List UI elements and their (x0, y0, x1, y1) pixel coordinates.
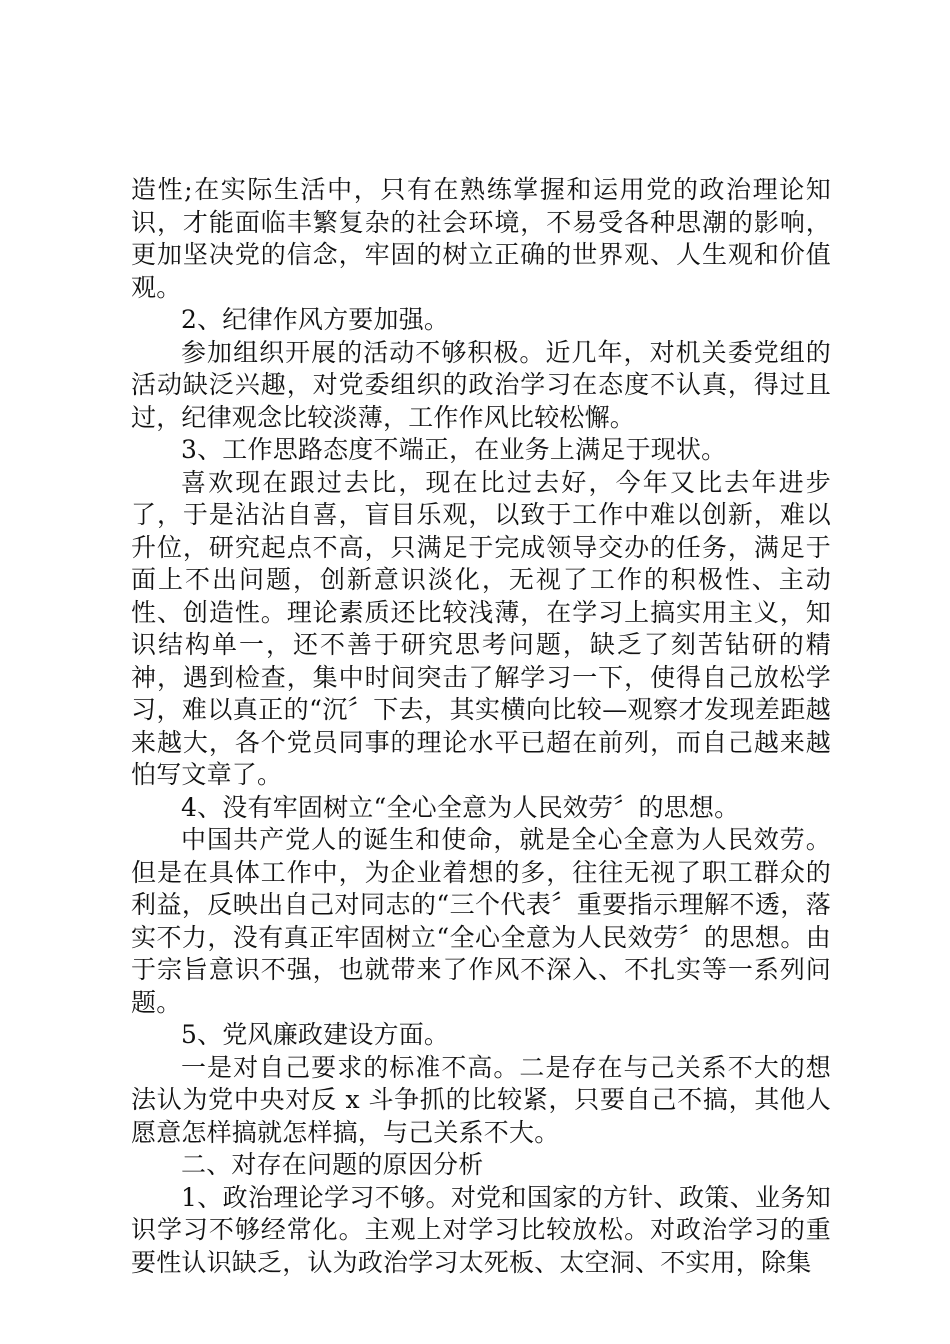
heading-serve-people: 4、没有牢固树立“全心全意为人民效劳〞的思想。 (181, 792, 740, 822)
section-heading-cause-analysis: 二、对存在问题的原因分析 (181, 1150, 484, 1179)
paragraph-theory-study: 1、政治理论学习不够。对党和国家的方针、政策、业务知识学习不够经常化。主观上对学习比较放松。对政治学习的重要性认识缺乏，认为政治学习太死板、太空洞、不实用，除集 (131, 1182, 831, 1277)
paragraph-discipline: 参加组织开展的活动不够积极。近几年，对机关委党组的活动缺泛兴趣，对党委组织的政治学习在态度不认真，得过且过，纪律观念比较淡薄，工作作风比较松懈。 (131, 337, 831, 432)
document-body (131, 174, 831, 1279)
paragraph-continuation: 造性;在实际生活中，只有在熟练掌握和运用党的政治理论知识，才能面临丰繁复杂的社会环境，不易受各种思潮的影响，更加坚决党的信念，牢固的树立正确的世界观、人生观和价值观。 (131, 175, 831, 302)
paragraph-work-attitude: 喜欢现在跟过去比，现在比过去好，今年又比去年进步了，于是沾沾自喜，盲目乐观，以致于工作中难以创新，难以升位，研究起点不高，只满足于完成领导交办的任务，满足于面上不出问题，创新意识淡化，无视了工作的积极性、主动性、创造性。理论素质还比较浅薄，在学习上搞实用主义，知识结构单一，还不善于研究思考问题，缺乏了刻苦钻研的精神，遇到检查，集中时间突击了解学习一下，使得自己放松学习，难以真正的“沉〞下去，其实横向比较—观察才发现差距越来越大，各个党员同事的理论水平已超在前列，而自己越来越怕写文章了。 (131, 467, 831, 789)
paragraph-serve-people: 中国共产党人的诞生和使命，就是全心全意为人民效劳。但是在具体工作中，为企业着想的多，往往无视了职工群众的利益，反映出自己对同志的“三个代表〞重要指示理解不透，落实不力，没有真正牢固树立“全心全意为人民效劳〞的思想。由于宗旨意识不强，也就带来了作风不深入、不扎实等一系列问题。 (131, 825, 831, 1017)
heading-integrity: 5、党风廉政建设方面。 (181, 1020, 450, 1049)
heading-discipline: 2、纪律作风方要加强。 (181, 305, 450, 334)
paragraph-integrity: 一是对自己要求的标准不高。二是存在与己关系不大的想法认为党中央对反 x 斗争抓的比较紧，只要自己不搞，其他人愿意怎样搞就怎样搞，与己关系不大。 (131, 1052, 831, 1147)
heading-work-attitude: 3、工作思路态度不端正，在业务上满足于现状。 (181, 435, 727, 464)
